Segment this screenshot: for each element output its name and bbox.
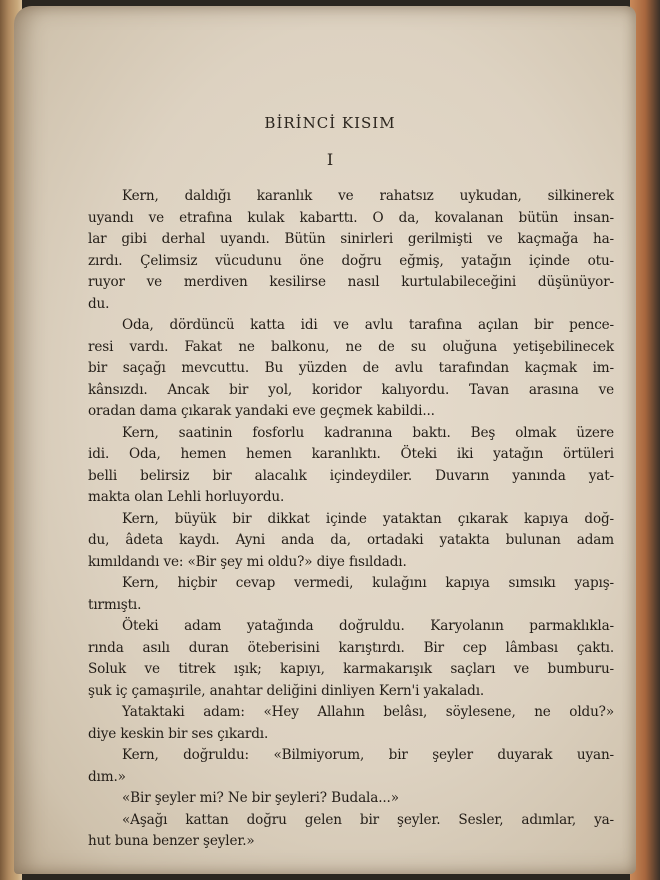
text-line: «Bir şeyler mi? Ne bir şeyleri? Budala...» bbox=[122, 790, 399, 806]
text-line: belli belirsiz bir alacalık içindeydiler. Duvarın yanında yat- bbox=[88, 467, 614, 484]
text-line: Kern, büyük bir dikkat içinde yataktan çıkarak kapıya doğ- bbox=[122, 510, 614, 527]
text-line: şuk iç çamaşırile, anahtar deliğini dinliyen Kern'i yakaladı. bbox=[88, 682, 485, 699]
page-body-text bbox=[88, 186, 614, 853]
text-line: Öteki adam yatağında doğruldu. Karyolanın parmaklıkla- bbox=[122, 618, 614, 634]
text-line: rında asılı duran öteberisini karıştırdı. Bir cep lâmbası çaktı. bbox=[88, 639, 614, 656]
text-line: Kern, saatinin fosforlu kadranına baktı. Beş olmak üzere bbox=[122, 424, 614, 441]
text-line: Kern, hiçbir cevap vermedi, kulağını kapıya sımsıkı yapış- bbox=[122, 575, 614, 591]
text-line: Kern, doğruldu: «Bilmiyorum, bir şeyler duyarak uyan- bbox=[122, 747, 614, 763]
text-line: dım.» bbox=[88, 768, 126, 785]
text-line: «Aşağı kattan doğru gelen bir şeyler. Sesler, adımlar, ya- bbox=[122, 811, 614, 828]
text-line: tırmıştı. bbox=[88, 596, 142, 613]
text-line: du, âdeta kaydı. Ayni anda da, ortadaki yatakta bulunan adam bbox=[88, 532, 614, 548]
text-line: Kern, daldığı karanlık ve rahatsız uykudan, silkinerek bbox=[122, 188, 614, 204]
text-line: hut buna benzer şeyler.» bbox=[88, 833, 255, 849]
chapter-number: I bbox=[326, 150, 334, 169]
text-line: du. bbox=[88, 295, 110, 312]
part-title: BİRİNCİ KISIM bbox=[264, 114, 396, 132]
text-line: resi vardı. Fakat ne balkonu, ne de su oluğuna yetişebilinecek bbox=[88, 338, 614, 355]
text-line: kımıldandı ve: «Bir şey mi oldu?» diye fısıldadı. bbox=[88, 553, 407, 570]
text-line: ruyor ve merdiven kesilirse nasıl kurtulabileceğini düşünüyor- bbox=[88, 274, 614, 290]
text-line: Soluk ve titrek ışık; kapıyı, karmakarışık saçları ve bumburu- bbox=[88, 661, 614, 677]
text-line: kânsızdı. Ancak bir yol, koridor kalıyordu. Tavan arasına ve bbox=[88, 381, 614, 398]
text-line: Yataktaki adam: «Hey Allahın belâsı, söylesene, ne oldu?» bbox=[122, 704, 614, 720]
text-line: zırdı. Çelimsiz vücudunu öne doğru eğmiş, yatağın içinde otu- bbox=[88, 252, 614, 269]
text-line: oradan dama çıkarak yandaki eve geçmek kabildi... bbox=[88, 403, 435, 419]
text-line: lar gibi derhal uyandı. Bütün sinirleri gerilmişti ve kaçmağa ha- bbox=[88, 231, 614, 247]
text-line: uyandı ve etrafına kulak kabarttı. O da, kovalanan bütün insan- bbox=[88, 209, 614, 226]
text-line: bir saçağı mevcuttu. Bu yüzden de avlu tarafından kaçmak im- bbox=[88, 360, 614, 376]
text-line: Oda, dördüncü katta idi ve avlu tarafına açılan bir pence- bbox=[122, 317, 614, 333]
text-line: diye keskin bir ses çıkardı. bbox=[88, 725, 269, 742]
text-line: idi. Oda, hemen hemen karanlıktı. Öteki iki yatağın örtüleri bbox=[88, 446, 614, 462]
text-line: makta olan Lehli horluyordu. bbox=[88, 489, 285, 505]
